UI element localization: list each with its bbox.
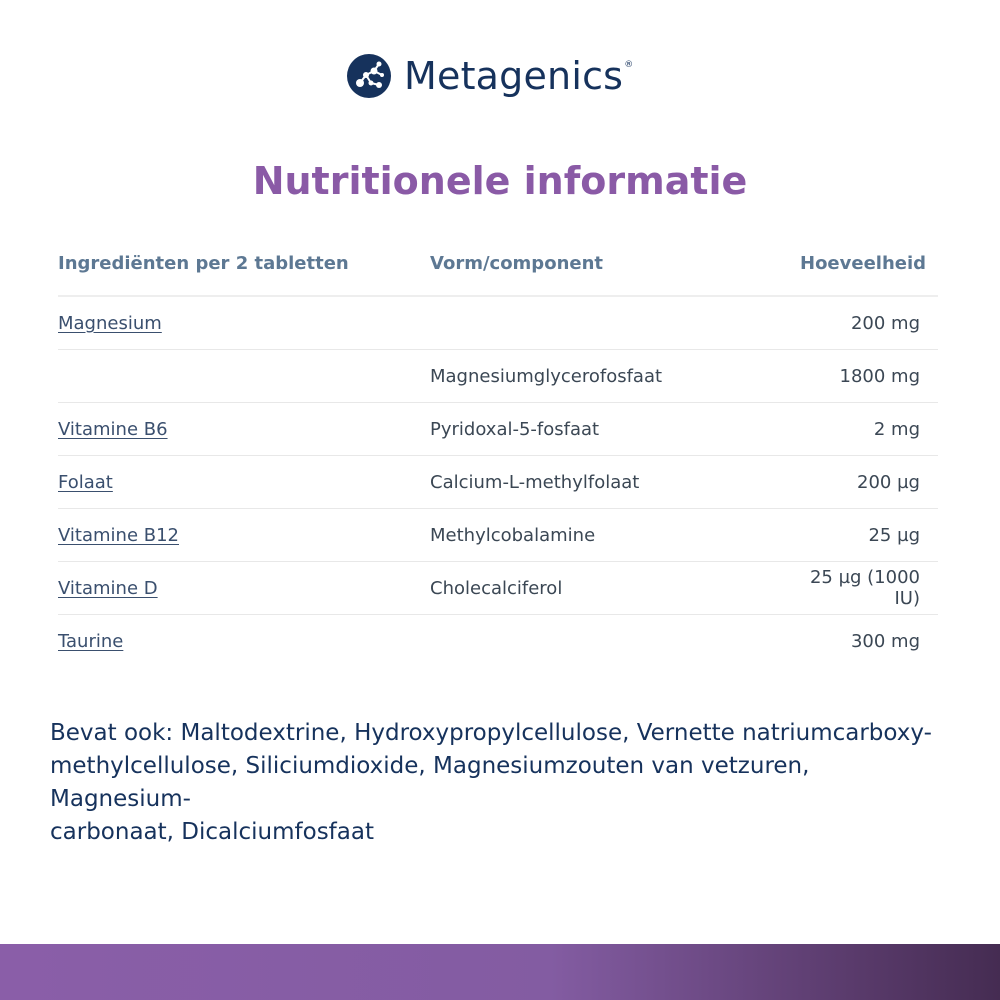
table-row: [58, 350, 938, 403]
form-cell: Pyridoxal-5-fosfaat: [430, 418, 600, 440]
header-amount: Hoeveelheid: [800, 253, 927, 274]
brand-logo: [346, 50, 633, 102]
table-header-row: [58, 232, 938, 297]
amount-cell: 25 µg (1000 IU): [809, 567, 920, 609]
other-ingredients-text: [50, 717, 950, 849]
amount-cell: 1800 mg: [839, 365, 920, 387]
header-form: Vorm/component: [430, 253, 604, 274]
amount-cell: 200 µg: [857, 471, 920, 493]
ingredient-link-magnesium[interactable]: Magnesium: [58, 312, 162, 334]
amount-cell: 300 mg: [850, 631, 920, 652]
registered-mark: ®: [624, 60, 634, 70]
amount-cell: 25 µg: [868, 524, 920, 546]
form-cell: Cholecalciferol: [430, 577, 563, 599]
ingredient-link-vitamine-b6[interactable]: Vitamine B6: [58, 418, 168, 440]
table-row: [58, 615, 938, 668]
nutrition-table: [58, 232, 938, 668]
ingredient-link-vitamine-b12[interactable]: Vitamine B12: [58, 524, 179, 546]
ingredient-link-vitamine-d[interactable]: Vitamine D: [58, 577, 158, 599]
table-row: [58, 456, 938, 509]
amount-cell: 200 mg: [850, 312, 920, 334]
header-ingredient: Ingrediënten per 2 tabletten: [58, 253, 349, 274]
table-row: [58, 297, 938, 350]
table-row: [58, 562, 938, 615]
other-ingredients-line: Bevat ook: Maltodextrine, Hydroxypropylcellulose, Vernette natriumcarboxy-: [50, 720, 932, 746]
metagenics-molecule-logo-icon: [346, 53, 392, 99]
amount-cell: 2 mg: [873, 418, 920, 440]
footer-gradient-bar: [0, 944, 1000, 1000]
form-cell: Methylcobalamine: [430, 524, 596, 546]
form-cell: Magnesiumglycerofosfaat: [430, 365, 663, 387]
page-title: Nutritionele informatie: [252, 159, 748, 203]
form-cell: Calcium-L-methylfolaat: [430, 471, 640, 493]
ingredient-link-taurine[interactable]: Taurine: [58, 631, 124, 652]
other-ingredients-line: methylcellulose, Siliciumdioxide, Magnesiumzouten van vetzuren, Magnesium-: [50, 753, 810, 812]
ingredient-link-folaat[interactable]: Folaat: [58, 471, 113, 493]
table-row: [58, 403, 938, 456]
other-ingredients-line: carbonaat, Dicalciumfosfaat: [50, 819, 374, 845]
brand-name: Metagenics: [404, 54, 624, 98]
table-row: [58, 509, 938, 562]
